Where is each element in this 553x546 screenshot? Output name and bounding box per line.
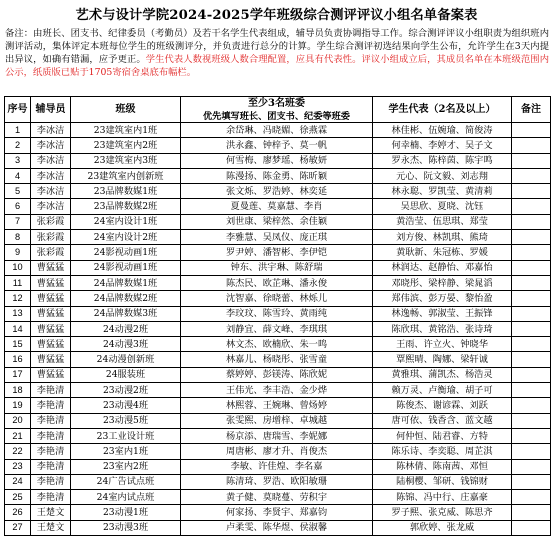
- row-leaders: 陈清琦、罗浩、欧阳敏珊: [181, 474, 373, 489]
- row-leaders: 张雯熙、房增梓、卓城越: [181, 413, 373, 428]
- row-class: 23建筑室内3班: [71, 153, 181, 168]
- row-class: 24影视动画1班: [71, 245, 181, 260]
- row-class: 23室内1班: [71, 444, 181, 459]
- table-row: [5, 214, 551, 229]
- row-leaders: 刘静宜、薛文峰、李琪琪: [181, 321, 373, 336]
- row-remark: [512, 444, 551, 459]
- row-counselor: 李冰洁: [31, 123, 71, 138]
- table-body: [5, 123, 551, 536]
- row-index: 27: [5, 520, 31, 535]
- table-row: [5, 123, 551, 138]
- row-remark: [512, 306, 551, 321]
- row-counselor: 张彩霞: [31, 245, 71, 260]
- table-row: [5, 428, 551, 443]
- row-index: 1: [5, 123, 31, 138]
- row-class: 24动漫2班: [71, 321, 181, 336]
- row-class: 23动漫4班: [71, 398, 181, 413]
- header-index: 序号: [5, 97, 31, 123]
- table-row: [5, 444, 551, 459]
- table-row: [5, 474, 551, 489]
- row-class: 23动漫1班: [71, 505, 181, 520]
- remarks-paragraph: [5, 28, 549, 80]
- row-remark: [512, 398, 551, 413]
- header-class: 班级: [71, 97, 181, 123]
- header-leaders-sub: 优先填写班长、团支书、纪委等班委: [181, 110, 373, 123]
- header-leaders: 至少3名班委: [181, 97, 373, 111]
- document-title: 艺术与设计学院2024-2025学年班级综合测评评议小组名单备案表: [75, 8, 478, 23]
- row-reps: 林润达、赵静怡、邓嘉怡: [373, 260, 512, 275]
- row-counselor: 曹猛猛: [31, 337, 71, 352]
- row-reps: 吴思欣、夏晓、沈钰: [373, 199, 512, 214]
- row-leaders: 杨京添、唐瑞雪、李妮娜: [181, 428, 373, 443]
- row-counselor: 李艳清: [31, 444, 71, 459]
- row-leaders: 林文杰、欧楠欣、朱一鸣: [181, 337, 373, 352]
- row-counselor: 张彩霞: [31, 214, 71, 229]
- row-reps: 唐可依、钱香含、蓝文越: [373, 413, 512, 428]
- row-leaders: 夏曼莲、莫嘉慧、李肖: [181, 199, 373, 214]
- row-class: 24室内设计1班: [71, 214, 181, 229]
- row-index: 4: [5, 168, 31, 183]
- row-index: 13: [5, 306, 31, 321]
- row-reps: 郭欣婷、张龙威: [373, 520, 512, 535]
- header-remark: 备注: [512, 97, 551, 123]
- table-row: [5, 352, 551, 367]
- row-counselor: 李冰洁: [31, 153, 71, 168]
- row-index: 25: [5, 490, 31, 505]
- row-index: 5: [5, 184, 31, 199]
- table-row: [5, 260, 551, 275]
- row-reps: 何幸楠、李婷才、吴子文: [373, 138, 512, 153]
- row-leaders: 钟东、洪宇琳、陈舒瑞: [181, 260, 373, 275]
- row-class: 23动漫5班: [71, 413, 181, 428]
- row-remark: [512, 459, 551, 474]
- table-row: [5, 367, 551, 382]
- row-remark: [512, 367, 551, 382]
- row-class: 24动漫创新班: [71, 352, 181, 367]
- row-reps: 陈锦、冯中行、庄嘉豪: [373, 490, 512, 505]
- row-index: 18: [5, 383, 31, 398]
- row-leaders: 林嘉儿、杨晓彤、张雪童: [181, 352, 373, 367]
- row-reps: 陈乐诗、李奕聪、周芷淇: [373, 444, 512, 459]
- row-reps: 郑伟滨、彭万晏、黎怡盈: [373, 291, 512, 306]
- row-index: 8: [5, 230, 31, 245]
- row-reps: 覃熙晴、陶娜、梁轩诚: [373, 352, 512, 367]
- row-class: 24品牌数媒3班: [71, 306, 181, 321]
- row-reps: 陈俊杰、谢谚霖、刘跃: [373, 398, 512, 413]
- row-class: 23工业设计班: [71, 428, 181, 443]
- row-reps: 陈欣琪、黄铭浩、张诗琦: [373, 321, 512, 336]
- row-class: 23建筑室内1班: [71, 123, 181, 138]
- row-index: 2: [5, 138, 31, 153]
- row-counselor: 曹猛猛: [31, 275, 71, 290]
- row-index: 19: [5, 398, 31, 413]
- row-class: 24品牌数媒2班: [71, 291, 181, 306]
- row-reps: 陈林倩、陈南茜、邓恒: [373, 459, 512, 474]
- row-remark: [512, 383, 551, 398]
- row-reps: 黄耿新、朱冠栋、罗媛: [373, 245, 512, 260]
- table-row: [5, 505, 551, 520]
- row-reps: 刘方俊、林凯琪、熊琦: [373, 230, 512, 245]
- row-counselor: 王楚文: [31, 505, 71, 520]
- row-remark: [512, 505, 551, 520]
- row-counselor: 李艳清: [31, 398, 71, 413]
- row-remark: [512, 245, 551, 260]
- row-leaders: 张文烁、罗浩婷、林奕延: [181, 184, 373, 199]
- row-counselor: 曹猛猛: [31, 291, 71, 306]
- row-remark: [512, 260, 551, 275]
- table-row: [5, 321, 551, 336]
- row-leaders: 卢柔雯、陈华煜、侯淑馨: [181, 520, 373, 535]
- row-class: 23品牌数媒1班: [71, 184, 181, 199]
- row-remark: [512, 520, 551, 535]
- row-counselor: 李艳清: [31, 428, 71, 443]
- row-index: 11: [5, 275, 31, 290]
- row-counselor: 曹猛猛: [31, 260, 71, 275]
- row-reps: 赖万灵、卢衡瑜、胡子可: [373, 383, 512, 398]
- row-counselor: 李冰洁: [31, 184, 71, 199]
- row-counselor: 李冰洁: [31, 168, 71, 183]
- row-remark: [512, 291, 551, 306]
- row-index: 26: [5, 505, 31, 520]
- row-counselor: 曹猛猛: [31, 306, 71, 321]
- table-row: [5, 168, 551, 183]
- row-remark: [512, 275, 551, 290]
- row-remark: [512, 352, 551, 367]
- row-counselor: 李艳清: [31, 383, 71, 398]
- row-class: 24室内设计2班: [71, 230, 181, 245]
- row-class: 24广告试点班: [71, 474, 181, 489]
- row-reps: 罗子熙、张克威、陈思齐: [373, 505, 512, 520]
- row-remark: [512, 490, 551, 505]
- row-remark: [512, 199, 551, 214]
- row-leaders: 蔡婷婷、彭镁涛、陈欣妮: [181, 367, 373, 382]
- row-reps: 林永聪、罗凯莹、黄清莉: [373, 184, 512, 199]
- table-row: [5, 153, 551, 168]
- row-reps: 罗永杰、陈梓茵、陈宇鸣: [373, 153, 512, 168]
- row-counselor: 李冰洁: [31, 199, 71, 214]
- row-class: 23室内2班: [71, 459, 181, 474]
- row-reps: 元心、阮文毅、刘志翔: [373, 168, 512, 183]
- table-row: [5, 490, 551, 505]
- row-counselor: 李艳清: [31, 459, 71, 474]
- header-reps: 学生代表（2名及以上）: [373, 97, 512, 123]
- row-leaders: 黄子健、莫晓蔓、劳积宇: [181, 490, 373, 505]
- row-counselor: 曹猛猛: [31, 321, 71, 336]
- table-row: [5, 291, 551, 306]
- row-index: 3: [5, 153, 31, 168]
- row-leaders: 余岱琳、冯晓媚、徐燕霖: [181, 123, 373, 138]
- row-reps: 林逸畅、郭淑莹、王振锋: [373, 306, 512, 321]
- row-reps: 陆桐樱、邹研、钱锦财: [373, 474, 512, 489]
- table-row: [5, 337, 551, 352]
- row-leaders: 沈智嘉、徐晓蕾、林烁儿: [181, 291, 373, 306]
- row-remark: [512, 474, 551, 489]
- row-leaders: 陈漫扬、陈金勇、陈昕颖: [181, 168, 373, 183]
- table-row: [5, 413, 551, 428]
- row-index: 10: [5, 260, 31, 275]
- row-remark: [512, 428, 551, 443]
- row-leaders: 何家扬、李贤宇、郑嘉钧: [181, 505, 373, 520]
- table-row: [5, 138, 551, 153]
- row-remark: [512, 138, 551, 153]
- row-reps: 黄雅琪、蒲凯杰、杨浩灵: [373, 367, 512, 382]
- table-row: [5, 383, 551, 398]
- row-index: 20: [5, 413, 31, 428]
- table-row: [5, 199, 551, 214]
- table-row: [5, 184, 551, 199]
- row-counselor: 李冰洁: [31, 138, 71, 153]
- row-remark: [512, 123, 551, 138]
- table-row: [5, 275, 551, 290]
- row-remark: [512, 230, 551, 245]
- row-class: 23建筑室内2班: [71, 138, 181, 153]
- row-leaders: 王伟光、李丰浩、金少烨: [181, 383, 373, 398]
- row-index: 23: [5, 459, 31, 474]
- row-counselor: 张彩霞: [31, 230, 71, 245]
- table-row: [5, 230, 551, 245]
- row-class: 23建筑室内创新班: [71, 168, 181, 183]
- row-reps: 何仲恒、陆君睿、方特: [373, 428, 512, 443]
- row-class: 24室内试点班: [71, 490, 181, 505]
- row-leaders: 刘世康、梁梓然、余佳颖: [181, 214, 373, 229]
- row-counselor: 曹猛猛: [31, 367, 71, 382]
- row-reps: 黄浩莹、伍思琪、郑莹: [373, 214, 512, 229]
- row-counselor: 李艳清: [31, 474, 71, 489]
- row-leaders: 洪永鑫、钟梓予、莫一帆: [181, 138, 373, 153]
- row-index: 9: [5, 245, 31, 260]
- row-counselor: 李艳清: [31, 490, 71, 505]
- table-row: [5, 245, 551, 260]
- row-remark: [512, 214, 551, 229]
- row-leaders: 陈杰民、欧芷琳、潘永俊: [181, 275, 373, 290]
- remarks-red-text: 学生代表人数视班级人数合理配置，应具有代表性。评议小组成立后，其成员名单在本班级范围内公示，纸质版已贴于1705寄宿舍桌底布幅栏。: [5, 53, 549, 78]
- row-index: 17: [5, 367, 31, 382]
- row-index: 21: [5, 428, 31, 443]
- row-remark: [512, 153, 551, 168]
- row-leaders: 林熙蓉、王婉琳、曾炀婷: [181, 398, 373, 413]
- table-row: [5, 306, 551, 321]
- row-class: 23动漫2班: [71, 383, 181, 398]
- row-index: 16: [5, 352, 31, 367]
- row-counselor: 曹猛猛: [31, 352, 71, 367]
- roster-table: [4, 96, 551, 536]
- row-index: 7: [5, 214, 31, 229]
- row-remark: [512, 184, 551, 199]
- row-remark: [512, 337, 551, 352]
- row-index: 24: [5, 474, 31, 489]
- remarks-text: 备注：由班长、团支书、纪律委员（考勤员）及若干名学生代表组成，辅导员负责协调指导工作。综合测评评议小组职责为组织班内测评活动，集体评定本班每位学生的班级测评分，并负责进行总分的计算。学生综合测评初选结果向学生公布，允许学生在3天内提出异议，如确有错漏，应予更正。: [5, 28, 549, 65]
- row-leaders: 周唐彬、廖才升、肖俊杰: [181, 444, 373, 459]
- row-leaders: 李敏、许佳煌、李名嘉: [181, 459, 373, 474]
- row-class: 24服装班: [71, 367, 181, 382]
- row-remark: [512, 321, 551, 336]
- row-remark: [512, 168, 551, 183]
- row-class: 24动漫3班: [71, 337, 181, 352]
- row-reps: 邓晓彤、梁梓静、梁晁滔: [373, 275, 512, 290]
- row-leaders: 李雅慧、吴凤仪、庞正琪: [181, 230, 373, 245]
- table-row: [5, 459, 551, 474]
- table-row: [5, 520, 551, 535]
- table-row: [5, 398, 551, 413]
- row-leaders: 李玟玟、陈雪玲、黄雨纯: [181, 306, 373, 321]
- row-index: 15: [5, 337, 31, 352]
- row-index: 12: [5, 291, 31, 306]
- row-index: 22: [5, 444, 31, 459]
- row-class: 23品牌数媒2班: [71, 199, 181, 214]
- row-index: 14: [5, 321, 31, 336]
- row-reps: 王雨、许立火、钟晓华: [373, 337, 512, 352]
- row-class: 24品牌数媒1班: [71, 275, 181, 290]
- header-counselor: 辅导员: [31, 97, 71, 123]
- row-counselor: 李艳清: [31, 413, 71, 428]
- row-class: 23动漫3班: [71, 520, 181, 535]
- row-class: 24影视动画1班: [71, 260, 181, 275]
- row-leaders: 何雪梅、廖梦瑶、杨敏妍: [181, 153, 373, 168]
- row-leaders: 罗尹婷、潘智彬、李伊铠: [181, 245, 373, 260]
- row-remark: [512, 413, 551, 428]
- row-index: 6: [5, 199, 31, 214]
- row-reps: 林佳彬、伍婉瑜、简俊涛: [373, 123, 512, 138]
- row-counselor: 王楚文: [31, 520, 71, 535]
